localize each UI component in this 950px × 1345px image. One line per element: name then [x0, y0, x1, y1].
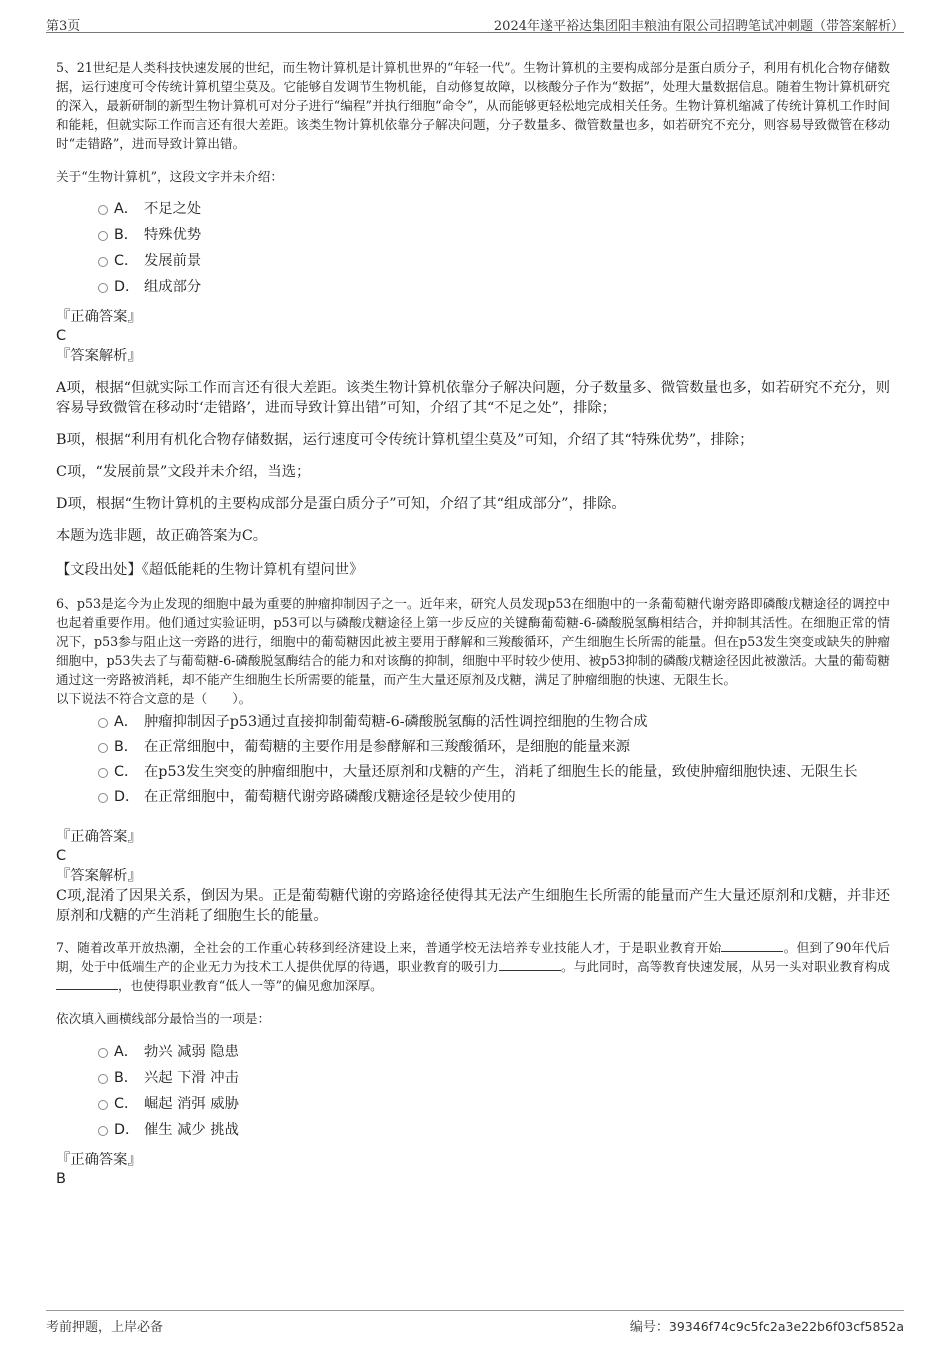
radio-icon[interactable]	[98, 768, 108, 778]
radio-icon[interactable]	[98, 231, 108, 241]
q6-options	[56, 712, 890, 807]
radio-icon[interactable]	[98, 1126, 108, 1136]
document-title: 2024年遂平裕达集团阳丰粮油有限公司招聘笔试冲刺题（带答案解析）	[493, 19, 904, 34]
radio-icon[interactable]	[98, 743, 108, 753]
q6-option-a[interactable]: A． 肿瘤抑制因子p53通过直接抑制葡萄糖-6-磷酸脱氢酶的活性调控细胞的生物合成	[56, 712, 890, 732]
q5-conclusion: 本题为选非题，故正确答案为C。	[56, 528, 268, 544]
q5-options	[56, 199, 890, 297]
radio-icon[interactable]	[98, 1100, 108, 1110]
radio-icon[interactable]	[98, 205, 108, 215]
content	[56, 58, 890, 1189]
q6-option-c[interactable]: C． 在p53发生突变的肿瘤细胞中，大量还原剂和戊糖的产生，消耗了细胞生长的能量，致使肿瘤细胞快速、无限生长	[56, 762, 890, 782]
q7-option-a[interactable]: A． 勃兴 减弱 隐患	[56, 1042, 890, 1062]
page-footer	[46, 1310, 904, 1335]
q5-option-b[interactable]: B． 特殊优势	[56, 225, 890, 245]
q5-answer-label: 『正确答案』	[56, 309, 142, 325]
q5-answer: C	[56, 328, 67, 344]
q5-analysis-label: 『答案解析』	[56, 348, 142, 364]
q5-option-d[interactable]: D． 组成部分	[56, 277, 890, 297]
q5-analysis-c: C项，“发展前景”文段并未介绍，当选；	[56, 464, 311, 480]
q6-analysis: C项,混淆了因果关系，倒因为果。正是葡萄糖代谢的旁路途径使得其无法产生细胞生长所需的能量而产生大量还原剂和戊糖，并非还原剂和戊糖的产生消耗了细胞生长的能量。	[56, 888, 890, 924]
q7-question: 依次填入画横线部分最恰当的一项是：	[56, 1011, 271, 1026]
q5-option-c[interactable]: C． 发展前景	[56, 251, 890, 271]
q6-question: 以下说法不符合文意的是（ ）。	[56, 691, 252, 706]
radio-icon[interactable]	[98, 793, 108, 803]
document-code: 编号：39346f74c9c5fc2a3e22b6f03cf5852a	[629, 1319, 904, 1335]
q5-option-a[interactable]: A． 不足之处	[56, 199, 890, 219]
page-header	[46, 12, 904, 33]
radio-icon[interactable]	[98, 1048, 108, 1058]
q5-source: 【文段出处】《超低能耗的生物计算机有望问世》	[56, 562, 364, 578]
q6-passage: 6、p53是迄今为止发现的细胞中最为重要的肿瘤抑制因子之一。近年来，研究人员发现p53在细胞中的一条葡萄糖代谢旁路即磷酸戊糖途径的调控中也起着重要作用。他们通过实验证明，p53可以与磷酸戊糖途径上第一步反应的关键酶葡萄糖-6-磷酸脱氢酶相结合，并抑制其活性。在细胞正常的情况下，p53参与阻止这一旁路的进行，细胞中的葡萄糖因此被主要用于酵解和三羧酸循环，产生细胞生长所需的能量。但在p53发生突变或缺失的肿瘤细胞中，p53失去了与葡萄糖-6-磷酸脱氢酶结合的能力和对该酶的抑制，细胞中平时较少使用、被p53抑制的磷酸戊糖途径因此被激活。大量的葡萄糖通过这一旁路被消耗，却不能产生细胞生长所需要的能量，而产生大量还原剂及戊糖，满足了肿瘤细胞的快速、无限生长。	[56, 596, 890, 687]
q6-analysis-label: 『答案解析』	[56, 868, 142, 884]
q6-option-d[interactable]: D． 在正常细胞中，葡萄糖代谢旁路磷酸戊糖途径是较少使用的	[56, 787, 890, 807]
q5-analysis-a: A项，根据“但就实际工作而言还有很大差距。该类生物计算机依靠分子解决问题，分子数量多、微管数量也多，如若研究不充分，则容易导致微管在移动时‘走错路’，进而导致计算出错”可知，介绍了其“不足之处”，排除；	[56, 380, 890, 416]
q5-passage: 5、21世纪是人类科技快速发展的世纪，而生物计算机是计算机世界的“年轻一代”。生物计算机的主要构成部分是蛋白质分子，利用有机化合物存储数据，运行速度可令传统计算机望尘莫及。它能够自发调节生物机能，自动修复故障，以核酸分子作为“数据”，处理大量数据信息。随着生物计算机研究的深入，最新研制的新型生物计算机可对分子进行“编程”并执行细胞“命令”，从而能够更轻松地完成相关任务。生物计算机缩减了传统计算机工作时间和能耗，但就实际工作而言还有很大差距。该类生物计算机依靠分子解决问题，分子数量多、微管数量也多，如若研究不充分，则容易导致微管在移动时“走错路”，进而导致计算出错。	[56, 60, 890, 151]
blank-3	[56, 977, 118, 990]
blank-1	[721, 939, 783, 952]
blank-2	[499, 958, 561, 971]
q6-option-b[interactable]: B． 在正常细胞中，葡萄糖的主要作用是参酵解和三羧酸循环，是细胞的能量来源	[56, 737, 890, 757]
q6-answer-label: 『正确答案』	[56, 829, 142, 845]
footer-slogan: 考前押题，上岸必备	[46, 1320, 164, 1335]
q6-answer: C	[56, 848, 67, 864]
radio-icon[interactable]	[98, 257, 108, 267]
page-number: 第3页	[46, 19, 81, 34]
q7-options	[56, 1042, 890, 1140]
radio-icon[interactable]	[98, 718, 108, 728]
q5-question: 关于“生物计算机”，这段文字并未介绍：	[56, 169, 283, 184]
radio-icon[interactable]	[98, 1074, 108, 1084]
q5-analysis-b: B项，根据“利用有机化合物存储数据，运行速度可令传统计算机望尘莫及”可知，介绍了其“特殊优势”，排除；	[56, 432, 754, 448]
q7-option-b[interactable]: B． 兴起 下滑 冲击	[56, 1068, 890, 1088]
q7-passage: 7、随着改革开放热潮，全社会的工作重心转移到经济建设上来，普通学校无法培养专业技能人才，于是职业教育开始 。但到了90年代后期，处于中低端生产的企业无力为技术工人提供优厚的待遇，职业教育的吸引力 。与此同时，高等教育快速发展，从另一头对职业教育构成，也使得职业教育“低人一等”的偏见愈加深厚。	[56, 940, 891, 993]
q7-option-c[interactable]: C． 崛起 消弭 威胁	[56, 1094, 890, 1114]
q5-analysis-d: D项，根据“生物计算机的主要构成部分是蛋白质分子”可知，介绍了其“组成部分”，排除。	[56, 496, 626, 512]
q7-answer: B	[56, 1171, 66, 1187]
q7-answer-label: 『正确答案』	[56, 1152, 142, 1168]
radio-icon[interactable]	[98, 283, 108, 293]
q7-option-d[interactable]: D． 催生 减少 挑战	[56, 1120, 890, 1140]
